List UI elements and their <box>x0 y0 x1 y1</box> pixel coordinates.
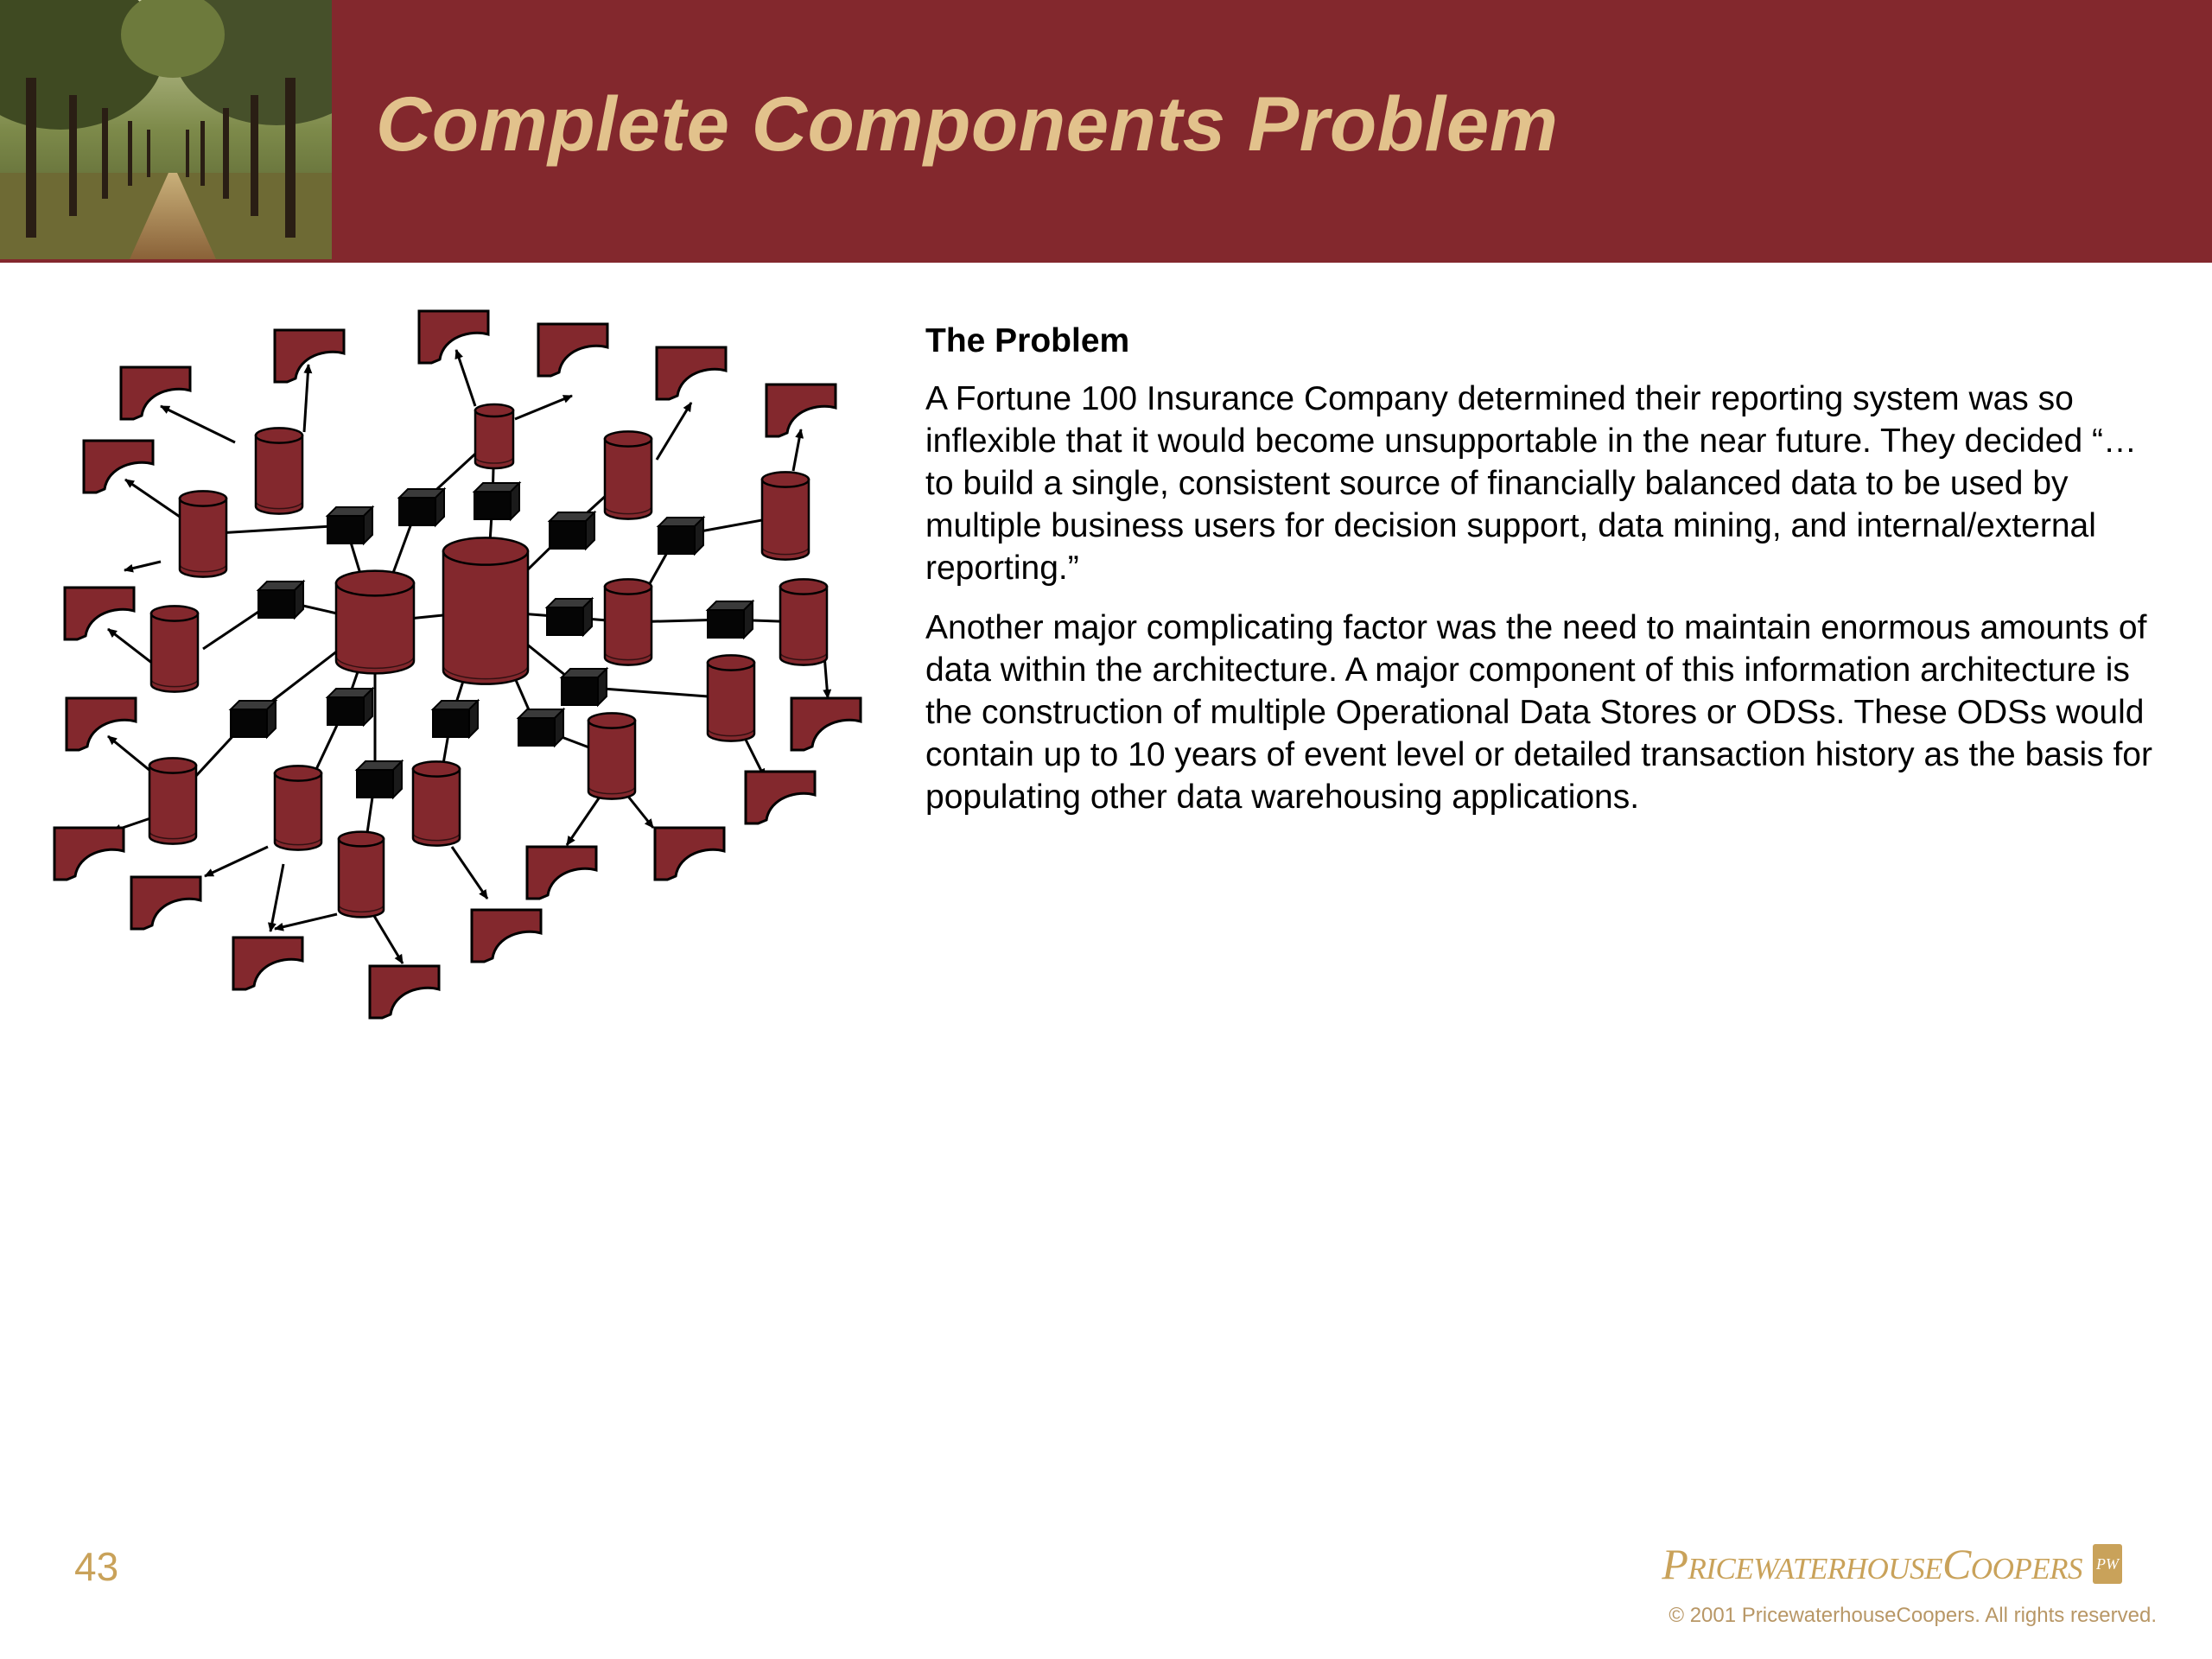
report-document-icon <box>65 588 134 639</box>
arrow-line <box>657 403 691 460</box>
report-document-icon <box>233 938 302 989</box>
process-cube-icon <box>474 483 519 519</box>
problem-paragraph-1: A Fortune 100 Insurance Company determined their reporting system was so inflexible that it would become unsupportable in the near future. They decided “…to build a single, consistent source of financially balanced data to be used by multiple business users for decision support, data mining, and internal/external reporting.” <box>925 380 2137 587</box>
process-cube-icon <box>231 701 276 737</box>
problem-heading: The Problem <box>925 322 1130 359</box>
process-cube-icon <box>547 599 592 635</box>
company-logo <box>1662 1538 2122 1590</box>
arrow-line <box>626 793 653 828</box>
arrow-line <box>372 912 403 963</box>
report-document-icon <box>275 330 344 382</box>
arrow-line <box>793 429 801 471</box>
database-cylinder-icon <box>708 655 754 741</box>
process-cube-icon <box>399 489 444 525</box>
logo-mark-icon: PW <box>2093 1544 2122 1584</box>
arrow-line <box>452 847 487 899</box>
company-logo-text: PricewaterhouseCoopers <box>1662 1540 2082 1588</box>
copyright-notice: © 2001 PricewaterhouseCoopers. All rights reserved. <box>1669 1604 2157 1627</box>
database-cylinder-icon <box>475 404 513 468</box>
components-network-diagram <box>43 298 873 1024</box>
database-cylinder-icon <box>588 713 635 798</box>
database-cylinder-icon <box>149 758 196 843</box>
database-cylinder-icon <box>275 766 321 849</box>
process-cube-icon <box>550 512 594 549</box>
database-cylinder-icon <box>605 579 652 664</box>
arrow-line <box>275 914 337 929</box>
problem-paragraph-2: Another major complicating factor was the need to maintain enormous amounts of data within the architecture. A major component of this information architecture is the construction of multiple Operational Data Stores or ODSs. These ODSs would contain up to 10 years of event level or detailed transaction history as the basis for populating other data warehousing applications. <box>925 609 2152 816</box>
process-cube-icon <box>708 601 753 638</box>
tree-lined-road-photo <box>0 0 332 259</box>
report-document-icon <box>67 698 136 750</box>
arrow-line <box>161 406 235 442</box>
arrow-line <box>270 864 283 931</box>
process-cube-icon <box>327 507 372 543</box>
process-cube-icon <box>357 761 402 798</box>
report-document-icon <box>370 966 439 1018</box>
arrow-line <box>515 396 572 419</box>
database-cylinder-icon <box>339 832 384 918</box>
report-document-icon <box>419 311 488 363</box>
process-cube-icon <box>518 709 563 746</box>
database-cylinder-icon <box>413 761 460 845</box>
database-cylinder-icon <box>443 537 528 683</box>
slide-title: Complete Components Problem <box>376 80 1559 167</box>
database-cylinder-icon <box>180 491 226 576</box>
arrow-line <box>304 365 308 432</box>
report-document-icon <box>121 367 190 419</box>
process-cube-icon <box>562 669 607 705</box>
report-document-icon <box>791 698 861 750</box>
process-cube-icon <box>433 701 478 737</box>
report-document-icon <box>472 910 541 962</box>
report-document-icon <box>657 347 726 399</box>
report-document-icon <box>746 772 815 823</box>
report-document-icon <box>538 324 607 376</box>
report-document-icon <box>131 877 200 929</box>
database-cylinder-icon <box>762 472 809 559</box>
arrow-line <box>567 793 602 845</box>
database-cylinder-icon <box>780 579 827 664</box>
process-cube-icon <box>327 689 372 725</box>
database-cylinder-icon <box>151 606 198 691</box>
arrow-line <box>456 350 475 406</box>
process-cube-icon <box>658 518 703 554</box>
database-cylinder-icon <box>605 431 652 518</box>
page-number: 43 <box>74 1544 119 1589</box>
arrow-line <box>124 562 161 570</box>
arrow-line <box>125 480 180 517</box>
report-document-icon <box>766 385 836 436</box>
database-cylinder-icon <box>256 428 302 513</box>
report-document-icon <box>84 441 153 493</box>
report-document-icon <box>54 828 124 880</box>
process-cube-icon <box>258 582 303 618</box>
slide-header <box>0 0 2212 263</box>
arrow-line <box>205 847 268 876</box>
report-document-icon <box>655 828 724 880</box>
report-document-icon <box>527 847 596 899</box>
database-cylinder-icon <box>336 571 414 674</box>
problem-description <box>925 320 2152 836</box>
